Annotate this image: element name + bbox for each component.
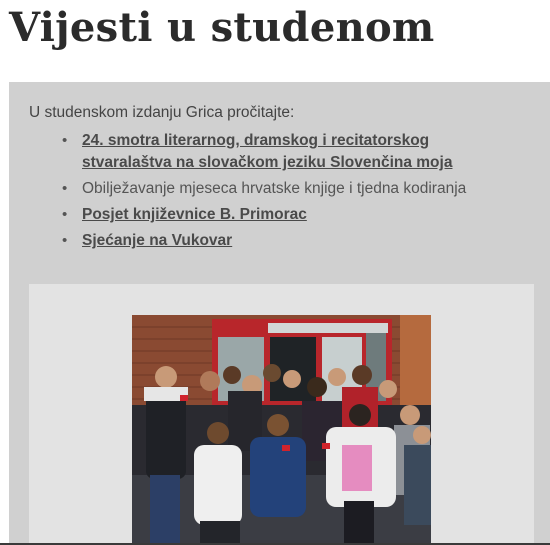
news-link-posjet[interactable]: Posjet književnice B. Primorac xyxy=(82,206,307,223)
intro-text: U studenskom izdanju Grica pročitajte: xyxy=(29,104,295,121)
students-photo xyxy=(132,315,431,545)
news-link-vukovar[interactable]: Sjećanje na Vukovar xyxy=(82,232,233,249)
bullet-icon: • xyxy=(62,206,68,223)
news-link-smotra[interactable]: 24. smotra literarnog, dramskog i recitatorskog stvaralaštva na slovačkom jeziku Slovenčina moja xyxy=(82,132,453,171)
photo-frame xyxy=(29,284,534,545)
list-item xyxy=(53,178,523,200)
news-list xyxy=(53,130,523,256)
bullet-icon: • xyxy=(62,180,68,197)
bullet-icon: • xyxy=(62,132,68,149)
news-text-mjesec-knjige: Obilježavanje mjeseca hrvatske knjige i tjedna kodiranja xyxy=(82,180,467,197)
list-item xyxy=(53,204,523,226)
list-item xyxy=(53,230,523,252)
bullet-icon: • xyxy=(62,232,68,249)
page-title: Vijesti u studenom xyxy=(9,4,435,51)
news-panel xyxy=(9,82,550,545)
list-item xyxy=(53,130,523,174)
